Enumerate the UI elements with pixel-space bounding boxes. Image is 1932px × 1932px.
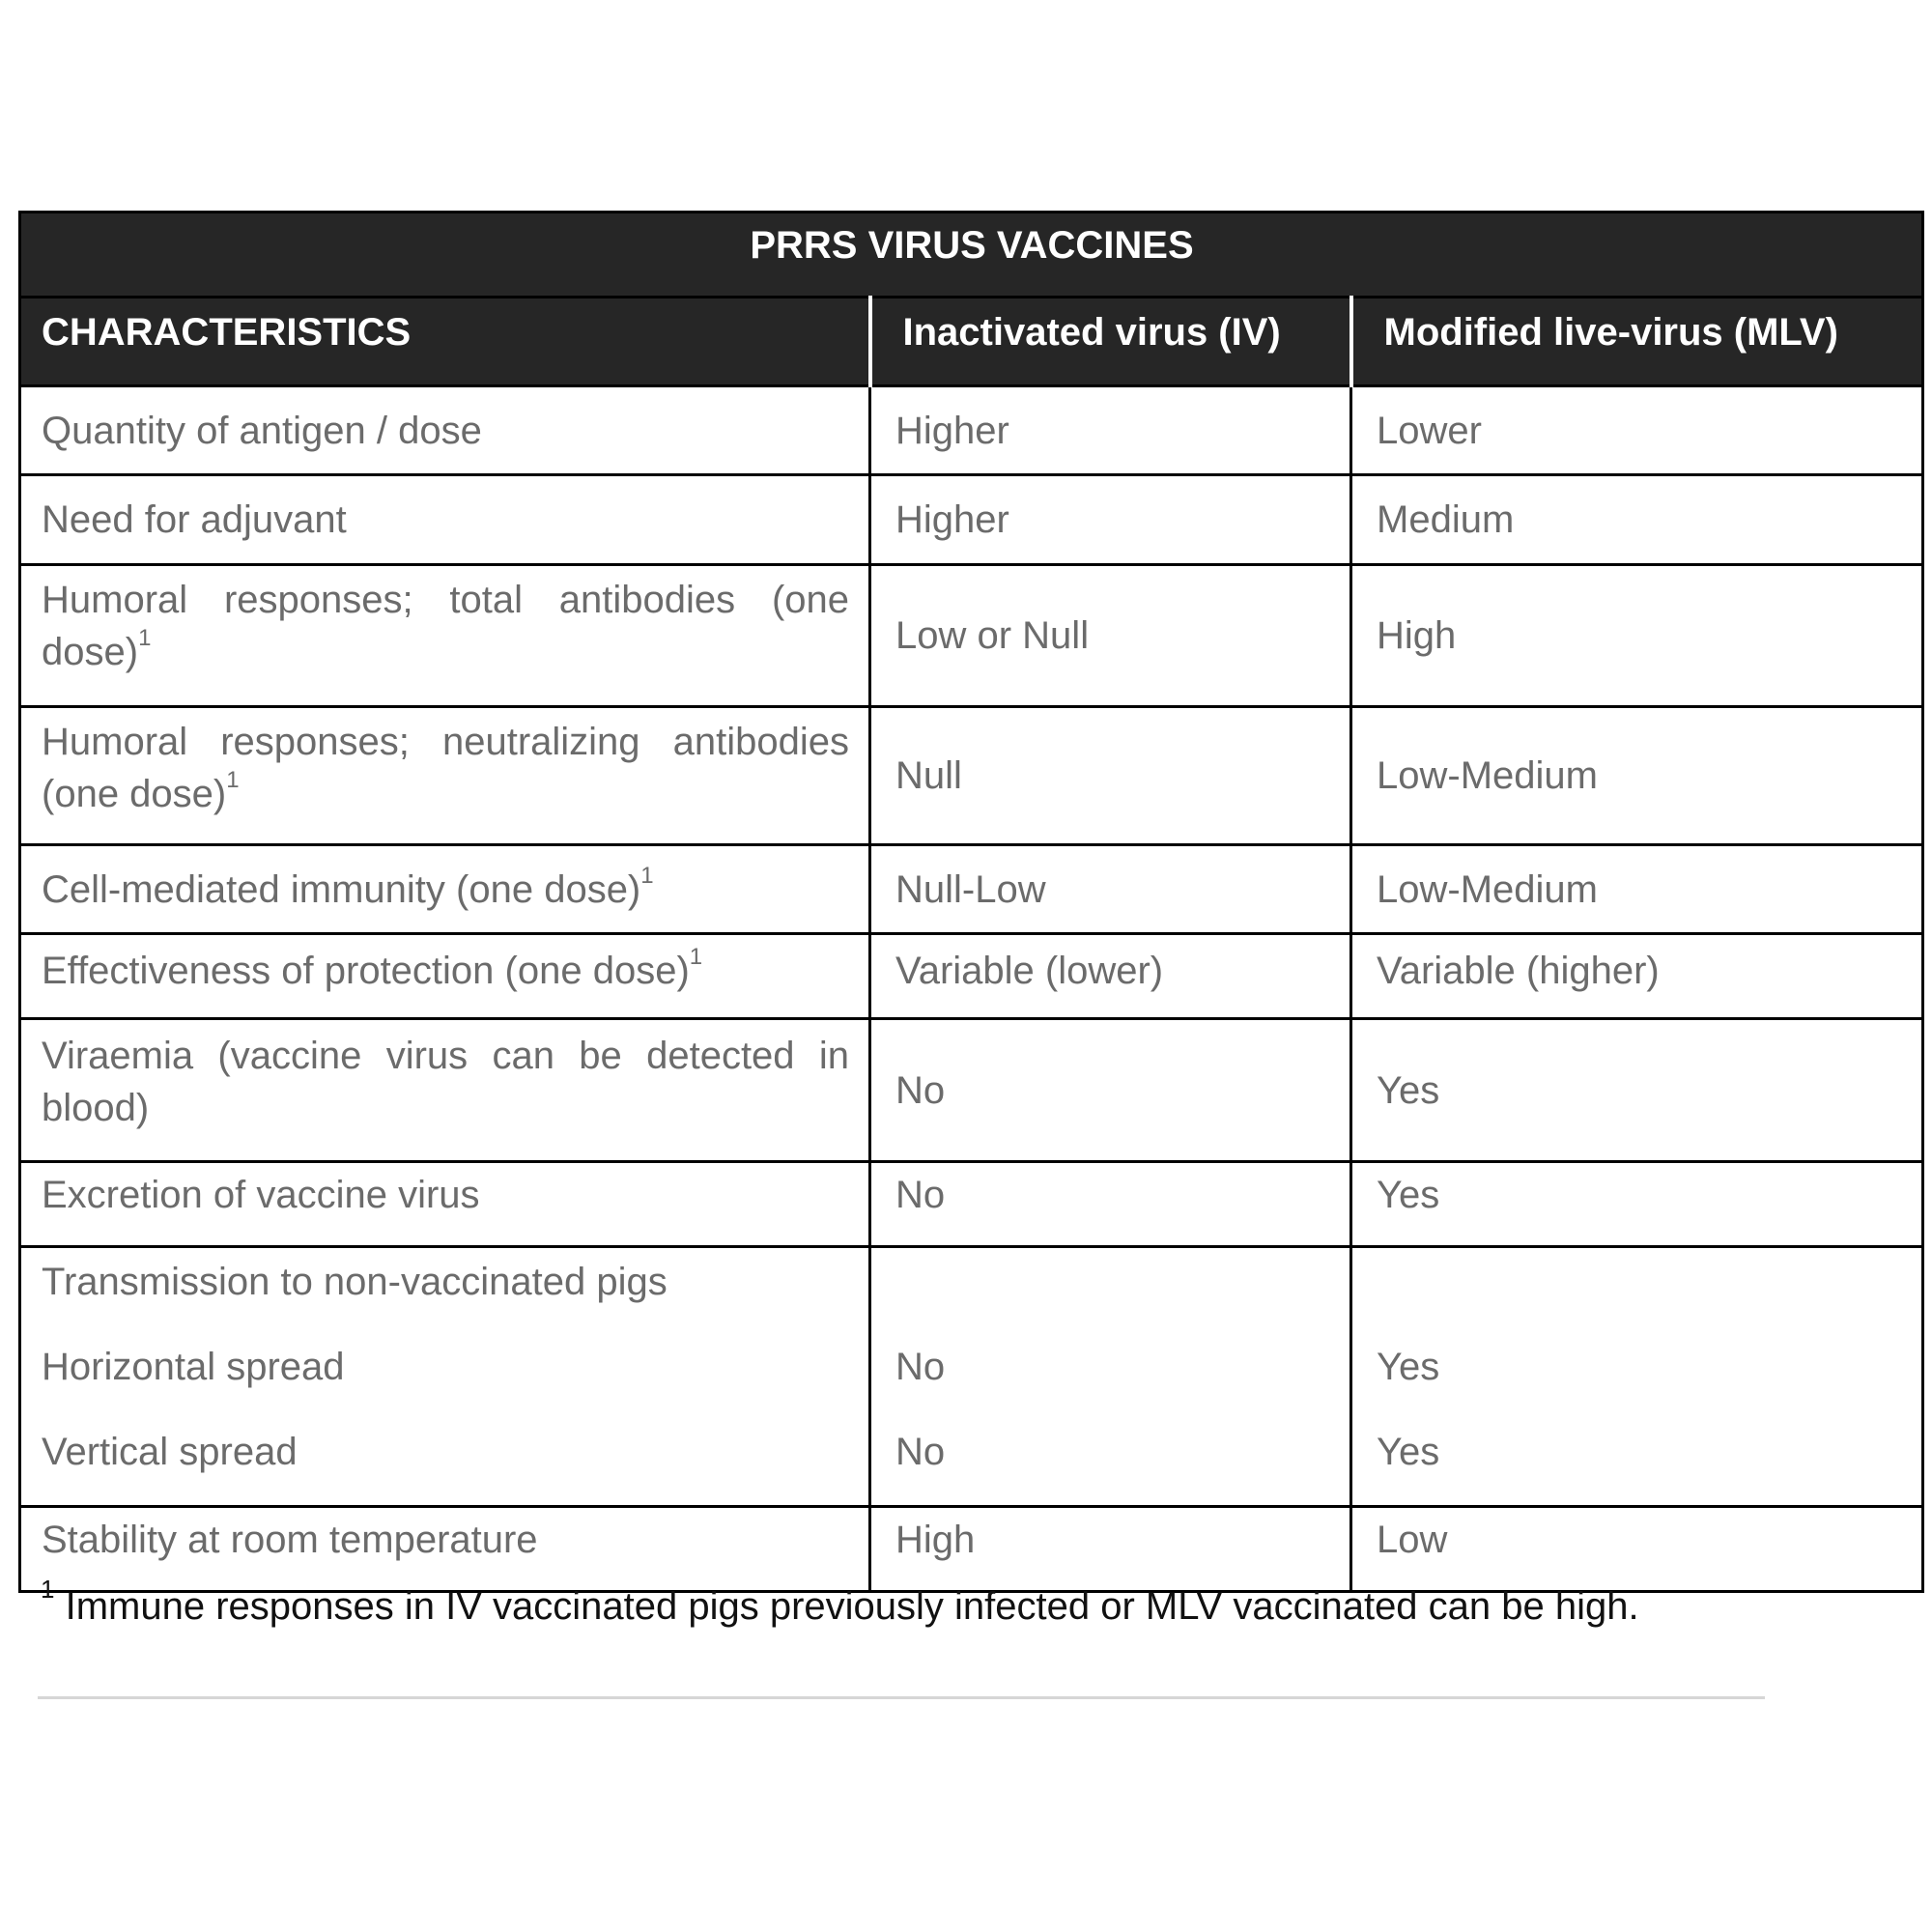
- mlv-value: Yes: [1351, 1162, 1923, 1247]
- vertical-spread-label: Vertical spread: [42, 1431, 298, 1473]
- mlv-value: Medium: [1351, 475, 1923, 565]
- table-row: [20, 845, 1923, 934]
- row-label: [20, 386, 870, 475]
- row-label: [20, 707, 870, 845]
- divider-rule: [38, 1696, 1765, 1699]
- row-label: [20, 934, 870, 1019]
- row-label: [20, 565, 870, 707]
- row-label: [20, 475, 870, 565]
- row-label-text: Need for adjuvant: [42, 498, 347, 541]
- table-title: PRRS VIRUS VACCINES: [20, 213, 1923, 298]
- iv-value: Null: [870, 707, 1351, 845]
- horizontal-iv-value: No: [895, 1346, 946, 1388]
- table-header-row: [20, 298, 1923, 386]
- iv-value: No: [870, 1019, 1351, 1162]
- table-row: [20, 475, 1923, 565]
- footnote-text: Immune responses in IV vaccinated pigs previously infected or MLV vaccinated can be high.: [65, 1585, 1639, 1628]
- table-title-row: [20, 213, 1923, 298]
- table-row: [20, 386, 1923, 475]
- table-row-transmission: [20, 1247, 1923, 1507]
- vertical-iv-value: No: [895, 1431, 946, 1473]
- iv-value: High: [870, 1507, 1351, 1592]
- transmission-labels: [20, 1247, 870, 1507]
- row-label-text: Humoral responses; neutralizing antibodies (one dose): [42, 721, 849, 815]
- footnote-marker: 1: [689, 944, 703, 970]
- transmission-label: Transmission to non-vaccinated pigs: [42, 1261, 668, 1303]
- footnote-marker: 1: [138, 625, 152, 651]
- footnote-marker: 1: [226, 767, 240, 793]
- row-label-text: Humoral responses; total antibodies (one dose): [42, 579, 849, 673]
- mlv-value: Yes: [1351, 1019, 1923, 1162]
- footnote-marker: 1: [41, 1575, 55, 1604]
- header-characteristics: CHARACTERISTICS: [20, 298, 870, 386]
- mlv-value: Low-Medium: [1351, 845, 1923, 934]
- row-label: [20, 845, 870, 934]
- header-inactivated-virus: Inactivated virus (IV): [870, 298, 1351, 386]
- horizontal-mlv-value: Yes: [1377, 1346, 1440, 1388]
- table-footnote: [41, 1575, 1762, 1629]
- mlv-value: High: [1351, 565, 1923, 707]
- row-label: Viraemia (vaccine virus can be detected in blood): [20, 1019, 870, 1162]
- table-row: [20, 707, 1923, 845]
- iv-value: Higher: [870, 386, 1351, 475]
- vaccines-table: [18, 211, 1924, 1593]
- transmission-iv-values: [870, 1247, 1351, 1507]
- transmission-mlv-values: [1351, 1247, 1923, 1507]
- row-label-text: Effectiveness of protection (one dose): [42, 950, 690, 992]
- mlv-value: Variable (higher): [1351, 934, 1923, 1019]
- row-label: Excretion of vaccine virus: [20, 1162, 870, 1247]
- row-label: Stability at room temperature: [20, 1507, 870, 1592]
- iv-value: Higher: [870, 475, 1351, 565]
- iv-value: No: [870, 1162, 1351, 1247]
- iv-value: Variable (lower): [870, 934, 1351, 1019]
- horizontal-spread-label: Horizontal spread: [42, 1346, 345, 1388]
- table-row: [20, 934, 1923, 1019]
- table-row: [20, 565, 1923, 707]
- vertical-mlv-value: Yes: [1377, 1431, 1440, 1473]
- iv-value: Null-Low: [870, 845, 1351, 934]
- footnote-marker: 1: [640, 863, 654, 889]
- row-label-text: Cell-mediated immunity (one dose): [42, 868, 641, 911]
- header-modified-live-virus: Modified live-virus (MLV): [1351, 298, 1923, 386]
- mlv-value: Lower: [1351, 386, 1923, 475]
- table-row: [20, 1162, 1923, 1247]
- table-row: [20, 1019, 1923, 1162]
- iv-value: Low or Null: [870, 565, 1351, 707]
- table-row: [20, 1507, 1923, 1592]
- mlv-value: Low: [1351, 1507, 1923, 1592]
- row-label-text: Quantity of antigen / dose: [42, 410, 482, 452]
- mlv-value: Low-Medium: [1351, 707, 1923, 845]
